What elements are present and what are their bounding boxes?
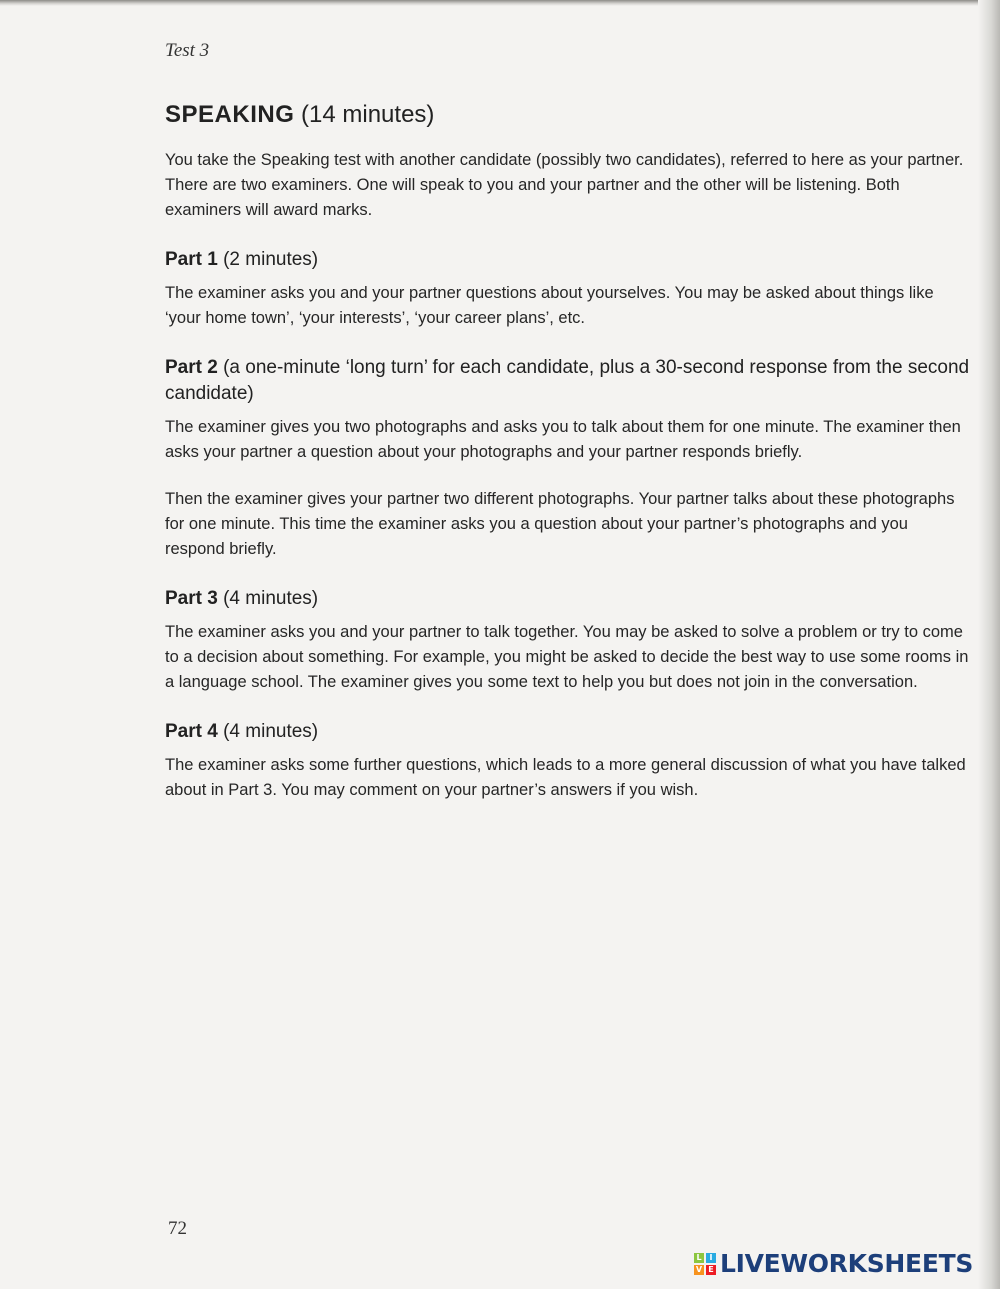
logo-tile-e: E	[706, 1265, 716, 1275]
page-top-edge	[0, 0, 1000, 6]
part-1-paragraph: The examiner asks you and your partner questions about yourselves. You may be asked about things like ‘your home town’, ‘your interests’, ‘your career plans’, etc.	[165, 284, 934, 327]
page-number: 72	[168, 1218, 187, 1239]
logo-tile-v: V	[695, 1264, 703, 1274]
part-3-label: Part 3	[165, 588, 218, 609]
part-2-paragraph-1: The examiner gives you two photographs and asks you to talk about them for one minute. The examiner then asks your partner a question about your photographs and your partner responds briefly.	[165, 418, 961, 461]
logo-tile-i: I	[706, 1253, 716, 1263]
section-title-duration: (14 minutes)	[294, 101, 435, 128]
part-4-detail: (4 minutes)	[217, 721, 319, 742]
page-content	[165, 100, 970, 803]
section-title-bold: SPEAKING	[165, 101, 295, 128]
part-2-paragraph-2: Then the examiner gives your partner two different photographs. Your partner talks about these photographs for one minute. This time the examiner asks you a question about your partner’s photographs and you respond briefly.	[165, 490, 955, 558]
liveworksheets-brand[interactable]	[694, 1249, 973, 1278]
liveworksheets-logo-icon	[694, 1253, 716, 1275]
paragraph-gap	[165, 465, 970, 487]
part-4-paragraph: The examiner asks some further questions, which leads to a more general discussion of what you have talked about in Part 3. You may comment on your partner’s answers if you wish.	[165, 756, 966, 799]
part-3-detail: (4 minutes)	[217, 588, 319, 609]
part-1-heading	[165, 247, 970, 273]
section-title	[165, 100, 970, 130]
intro-paragraph: You take the Speaking test with another candidate (possibly two candidates), referred to here as your partner. There are two examiners. One will speak to you and your partner and the other will be listening. Both examiners will award marks.	[165, 151, 964, 219]
part-4-heading	[165, 719, 970, 745]
part-3-paragraph: The examiner asks you and your partner to talk together. You may be asked to solve a problem or try to come to a decision about something. For example, you might be asked to decide the best way to use some rooms in a language school. The examiner gives you some text to help you but does not join in the conversation.	[165, 623, 969, 691]
part-2-detail: (a one-minute ‘long turn’ for each candidate, plus a 30-second response from the second candidate)	[165, 357, 970, 404]
part-3-heading	[165, 586, 970, 612]
page-binding-edge	[978, 0, 1000, 1289]
part-2-label: Part 2	[165, 357, 218, 378]
part-4-label: Part 4	[165, 721, 218, 742]
part-1-label: Part 1	[165, 249, 218, 270]
running-head: Test 3	[165, 40, 210, 61]
part-2-heading	[165, 355, 970, 407]
part-1-detail: (2 minutes)	[217, 249, 319, 270]
brand-name: LIVEWORKSHEETS	[720, 1249, 974, 1278]
logo-tile-l: L	[694, 1253, 704, 1263]
